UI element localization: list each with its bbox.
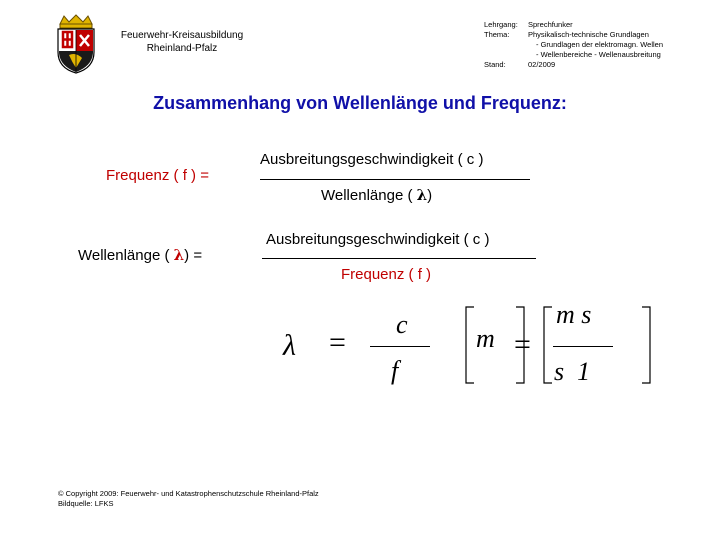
- image-source-text: Bildquelle: LFKS: [58, 499, 114, 508]
- left-bracket-left: [466, 307, 474, 383]
- formula2-lhs-text: Wellenlänge (: [78, 247, 170, 264]
- equation-fraction-bar: [370, 346, 430, 347]
- formula1-fraction-bar: [260, 179, 530, 180]
- lambda-symbol: λ: [416, 186, 428, 204]
- organization-line-2: Rheinland-Pfalz: [146, 43, 218, 54]
- topic-label: Thema:: [484, 30, 510, 39]
- unit-fraction-bar: [553, 346, 613, 347]
- formula2-lhs: [78, 246, 202, 264]
- unit-numerator: m s: [556, 300, 592, 329]
- formula1-numerator: Ausbreitungsgeschwindigkeit ( c ): [260, 151, 484, 168]
- course-value: Sprechfunker: [528, 20, 573, 29]
- lambda-symbol: λ: [283, 329, 296, 362]
- formula1-denominator: [321, 186, 432, 204]
- topic-line-3: - Wellenbereiche - Wellenausbreitung: [536, 50, 661, 59]
- unit-denominator: s 1: [554, 357, 591, 386]
- formula2-denominator: Frequenz ( f ): [341, 266, 432, 283]
- course-meta-block: [484, 20, 716, 70]
- copyright-text: © Copyright 2009: Feuerwehr- und Katastrophenschutzschule Rheinland-Pfalz: [58, 489, 319, 498]
- equation-numerator: c: [396, 310, 408, 339]
- right-bracket-right: [642, 307, 650, 383]
- topic-line-2: - Grundlagen der elektromagn. Wellen: [536, 40, 664, 49]
- organization-name: [112, 29, 252, 55]
- formula2-lhs-close: ) =: [184, 247, 203, 264]
- topic-line-1: Physikalisch-technische Grundlagen: [528, 30, 649, 39]
- status-label: Stand:: [484, 60, 506, 69]
- equals-sign: =: [329, 326, 346, 359]
- coat-of-arms-logo: [52, 14, 100, 74]
- equation-denominator: f: [391, 356, 399, 385]
- unit-lhs: m: [476, 324, 495, 353]
- left-bracket-right: [544, 307, 552, 383]
- footer: [58, 489, 319, 509]
- course-label: Lehrgang:: [484, 20, 518, 29]
- organization-line-1: Feuerwehr-Kreisausbildung: [120, 30, 244, 41]
- slide-title: Zusammenhang von Wellenlänge und Frequenz:: [153, 93, 567, 113]
- lambda-symbol: λ: [173, 246, 185, 264]
- formula1-lhs: Frequenz ( f ) =: [106, 167, 209, 184]
- unit-equals-sign: =: [514, 328, 531, 361]
- formula1-denominator-text: Wellenlänge (: [321, 187, 413, 204]
- formula2-numerator: Ausbreitungsgeschwindigkeit ( c ): [266, 231, 490, 248]
- formula1-denominator-close: ): [427, 187, 433, 204]
- formula2-fraction-bar: [262, 258, 536, 259]
- status-value: 02/2009: [528, 60, 556, 69]
